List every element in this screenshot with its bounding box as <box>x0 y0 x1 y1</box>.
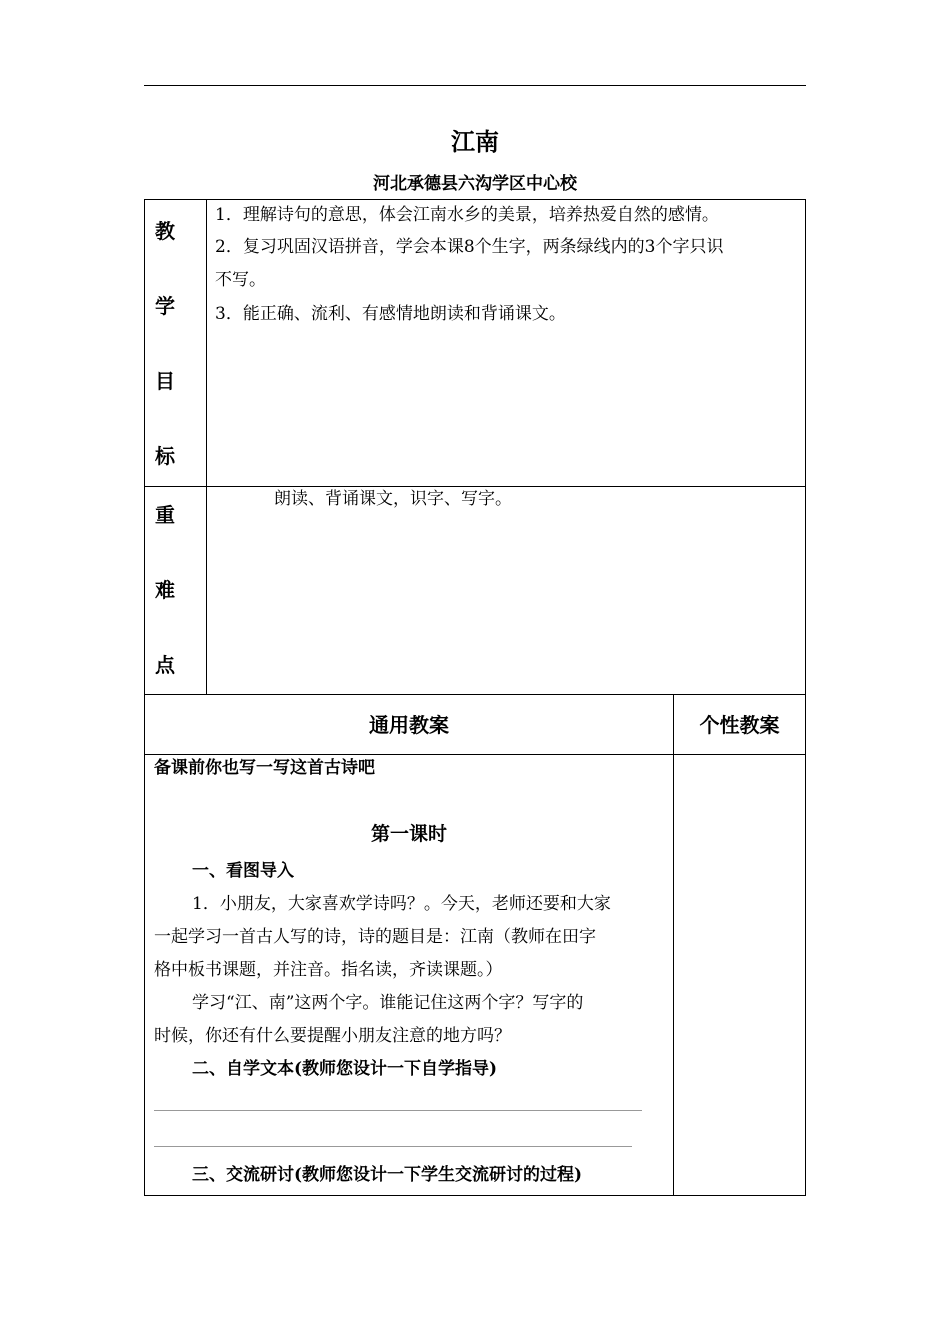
general-plan-header: 通用教案 <box>369 713 449 737</box>
key-points-row <box>144 486 806 695</box>
personal-plan-header: 个性教案 <box>699 713 780 737</box>
header-rule <box>144 85 806 86</box>
section-intro-line: 时候，你还有什么要提醒小朋友注意的地方吗？ <box>154 1026 511 1046</box>
lesson-title: 第一课时 <box>370 823 447 845</box>
label-char: 重 <box>155 503 175 527</box>
label-char: 点 <box>155 653 175 677</box>
key-points-label <box>144 486 207 695</box>
blank-line <box>154 1110 642 1111</box>
objectives-label <box>144 199 207 487</box>
label-char: 难 <box>155 578 175 602</box>
objective-item: 2．复习巩固汉语拼音，学会本课8个生字，两条绿线内的3个字只识 <box>215 237 724 257</box>
blank-line <box>154 1146 632 1147</box>
objective-item: 1．理解诗句的意思，体会江南水乡的美景，培养热爱自然的感情。 <box>215 205 719 225</box>
objective-item: 不写。 <box>215 270 266 290</box>
label-char: 学 <box>155 294 175 318</box>
section-intro-line: 学习“江、南”这两个字。谁能记住这两个字？写字的 <box>192 993 584 1013</box>
label-char: 目 <box>155 369 175 393</box>
document-title: 江南 <box>451 128 499 156</box>
objective-item: 3．能正确、流利、有感情地朗读和背诵课文。 <box>215 304 566 324</box>
section-intro-title: 一、看图导入 <box>192 861 294 881</box>
section-intro-line: 1．小朋友，大家喜欢学诗吗？。今天，老师还要和大家 <box>192 894 611 914</box>
section-intro-line: 格中板书课题，并注音。指名读，齐读课题。） <box>154 960 503 980</box>
section-intro-line: 一起学习一首古人写的诗，诗的题目是：江南（教师在田字 <box>154 927 596 947</box>
section-self-study-title: 二、自学文本(教师您设计一下自学指导) <box>192 1059 498 1079</box>
label-char: 标 <box>155 444 175 468</box>
label-char: 教 <box>155 219 175 243</box>
key-points-text: 朗读、背诵课文，识字、写字。 <box>274 489 512 509</box>
personal-plan-column <box>673 694 806 1196</box>
section-discussion-title: 三、交流研讨(教师您设计一下学生交流研讨的过程) <box>192 1165 583 1185</box>
prep-note: 备课前你也写一写这首古诗吧 <box>154 758 375 778</box>
school-name: 河北承德县六沟学区中心校 <box>373 174 577 194</box>
